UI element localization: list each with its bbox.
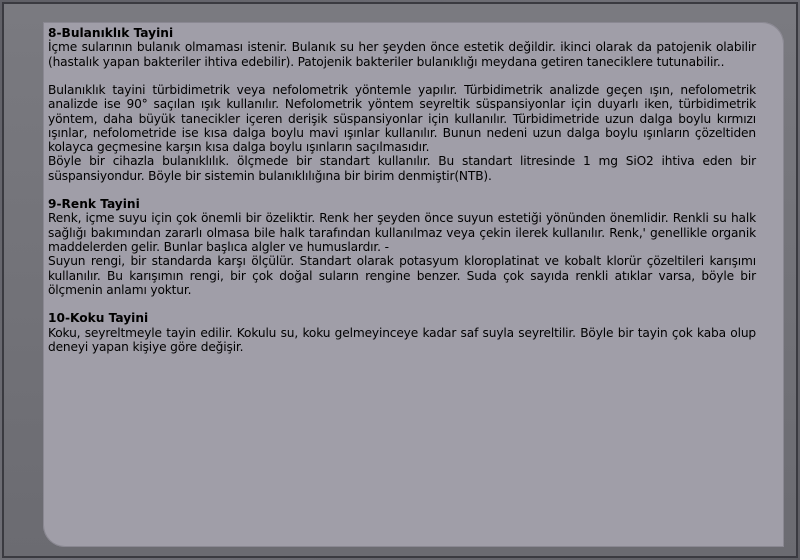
- paragraph: İçme sularının bulanık olmaması istenir. Bulanık su her şeyden önce estetik değildir. ikinci olarak da patojenik olabilir (hastalık yapan bakteriler ihtiva edebilir). Patojenik bakteriler bulanıklığı meydana getiren taneciklere tutunabilir..: [48, 40, 756, 69]
- paragraph: Suyun rengi, bir standarda karşı ölçülür. Standart olarak potasyum kloroplatinat ve kobalt klorür çözeltileri karışımı kullanılır. Bu karışımın rengi, bir çok doğal suların rengine benzer. Suda çok sayıda renkli atıklar varsa, böyle bir ölçmenin anlamı yoktur.: [48, 254, 756, 297]
- section-odor: [48, 311, 756, 354]
- section-heading: 8-Bulanıklık Tayini: [48, 26, 174, 40]
- paragraph: Bulanıklık tayini türbidimetrik veya nefolometrik yöntemle yapılır. Türbidimetrik analizde geçen ışın, nefolometrik analizde ise 90° saçılan ışık kullanılır. Nefolometrik yöntem seyreltik süspansiyonlar için duyarlı iken, türbidimetrik yöntem, daha büyük tanecikler içeren derişik süspansiyonlar için kullanılır. Türbidimetride uzun dalga boylu kırmızı ışınlar, nefolometride ise kısa dalga boylu mavi ışınlar kullanılır. Bunun nedeni uzun dalga boylu ışınların çözeltiden kolayca geçmesine karşın kısa dalga boylu ışınların saçılmasıdır.: [48, 83, 756, 155]
- content-panel: [43, 22, 784, 547]
- paragraph: Koku, seyreltmeyle tayin edilir. Kokulu su, koku gelmeyinceye kadar saf suyla seyreltilir. Böyle bir tayin çok kaba olup deneyi yapan kişiye göre değişir.: [48, 325, 756, 354]
- section-turbidity: [48, 26, 756, 183]
- section-color: [48, 197, 756, 297]
- section-heading: 9-Renk Tayini: [48, 197, 140, 212]
- section-heading: 10-Koku Tayini: [48, 311, 149, 326]
- paragraph: Böyle bir cihazla bulanıklılık. ölçmede bir standart kullanılır. Bu standart litresinde 1 mg SiO2 ihtiva eden bir süspansiyondur. Böyle bir sistemin bulanıklılığına bir birim denmiştir(NTB).: [48, 154, 756, 183]
- paragraph: Renk, içme suyu için çok önemli bir özeliktir. Renk her şeyden önce suyun estetiği yönünden önemlidir. Renkli su halk sağlığı bakımından zararlı olmasa bile halk tarafından kullanılmaz veya çekin ilerek kullanılır. Renk,' genellikle organik maddelerden gelir. Bunlar başlıca algler ve humuslardır. -: [48, 211, 756, 255]
